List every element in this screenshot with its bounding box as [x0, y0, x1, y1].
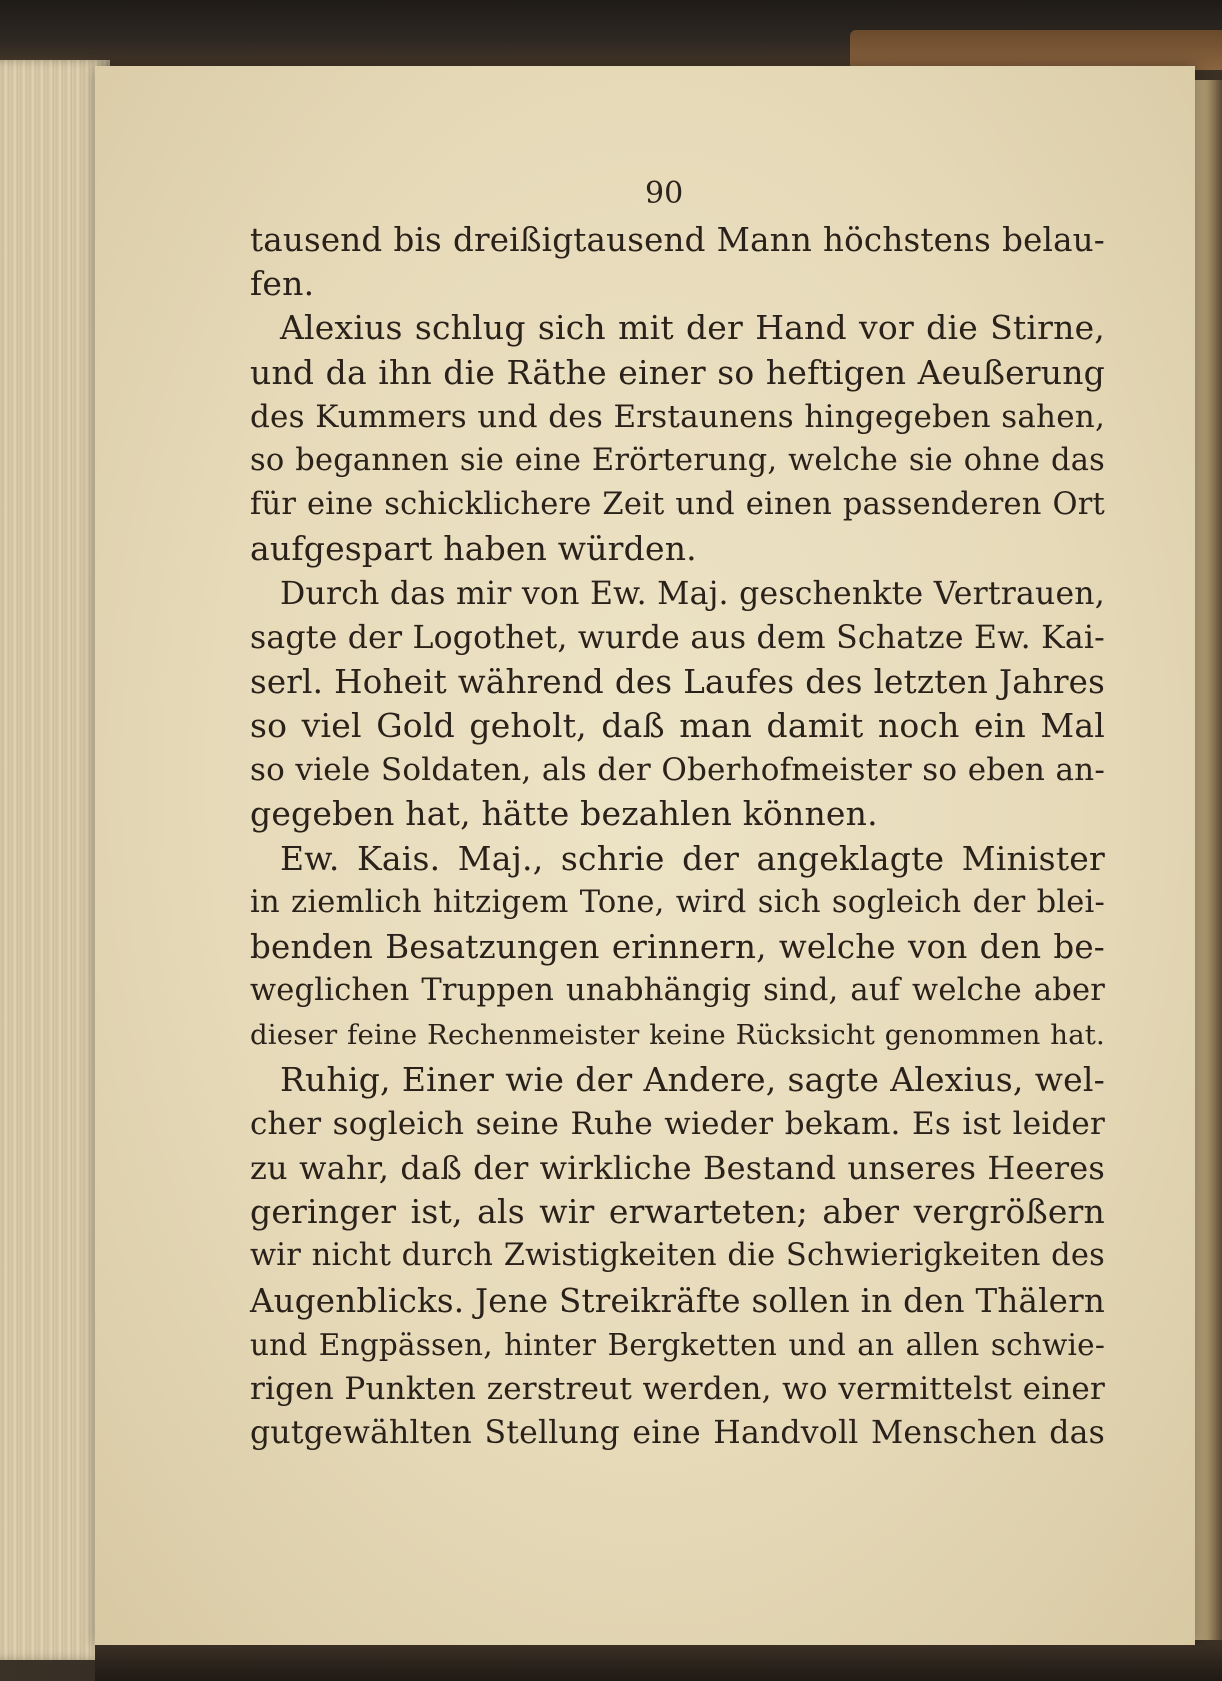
text-line: gutgewählten Stellung eine Handvoll Menschen das: [250, 1415, 1105, 1452]
body-text: [250, 218, 1105, 1455]
text-line: fen.: [250, 264, 315, 304]
text-line: dieser feine Rechenmeister keine Rücksicht genommen hat.: [250, 1019, 1105, 1052]
text-line: wir nicht durch Zwistigkeiten die Schwierigkeiten des: [250, 1238, 1105, 1274]
text-line: des Kummers und des Erstaunens hingegeben sahen,: [250, 398, 1105, 435]
text-line: in ziemlich hitzigem Tone, wird sich sogleich der blei-: [250, 884, 1105, 920]
book-cover-top: [0, 0, 1222, 70]
text-line: Ew. Kais. Maj., schrie der angeklagte Minister: [280, 838, 1105, 878]
page-number: 90: [645, 176, 684, 211]
text-line: aufgespart haben würden.: [250, 529, 697, 569]
text-line: serl. Hoheit während des Laufes des letzten Jahres: [250, 662, 1105, 701]
text-line: für eine schicklichere Zeit und einen passenderen Ort: [250, 487, 1105, 523]
text-line: und Engpässen, hinter Bergketten und an allen schwie-: [250, 1327, 1105, 1362]
text-line: Ruhig, Einer wie der Andere, sagte Alexius, wel-: [280, 1059, 1105, 1099]
text-line: so viele Soldaten, als der Oberhofmeister so eben an-: [250, 752, 1105, 789]
book-cover-bottom: [95, 1645, 1222, 1681]
page-edges-left: [0, 60, 110, 1660]
binding-strap: [850, 30, 1222, 70]
text-line: Alexius schlug sich mit der Hand vor die Stirne,: [280, 308, 1105, 348]
text-line: gegeben hat, hätte bezahlen können.: [250, 794, 878, 834]
text-line: so viel Gold geholt, daß man damit noch ein Mal: [250, 706, 1105, 746]
text-line: geringer ist, als wir erwarteten; aber vergrößern: [250, 1192, 1105, 1232]
text-line: cher sogleich seine Ruhe wieder bekam. Es ist leider: [250, 1105, 1105, 1142]
text-line: weglichen Truppen unabhängig sind, auf welche aber: [250, 973, 1105, 1009]
text-line: rigen Punkten zerstreut werden, wo vermittelst einer: [250, 1370, 1105, 1407]
text-line: benden Besatzungen erinnern, welche von den be-: [250, 928, 1105, 966]
text-line: so begannen sie eine Erörterung, welche sie ohne das: [250, 442, 1105, 478]
text-line: sagte der Logothet, wurde aus dem Schatze Ew. Kai-: [250, 619, 1105, 656]
text-line: und da ihn die Räthe einer so heftigen Aeußerung: [250, 352, 1105, 392]
text-line: Durch das mir von Ew. Maj. geschenkte Vertrauen,: [280, 575, 1105, 612]
text-line: zu wahr, daß der wirkliche Bestand unseres Heeres: [250, 1148, 1105, 1187]
text-line: tausend bis dreißigtausend Mann höchstens belau-: [250, 221, 1105, 259]
text-line: Augenblicks. Jene Streikräfte sollen in den Thälern: [250, 1281, 1105, 1320]
